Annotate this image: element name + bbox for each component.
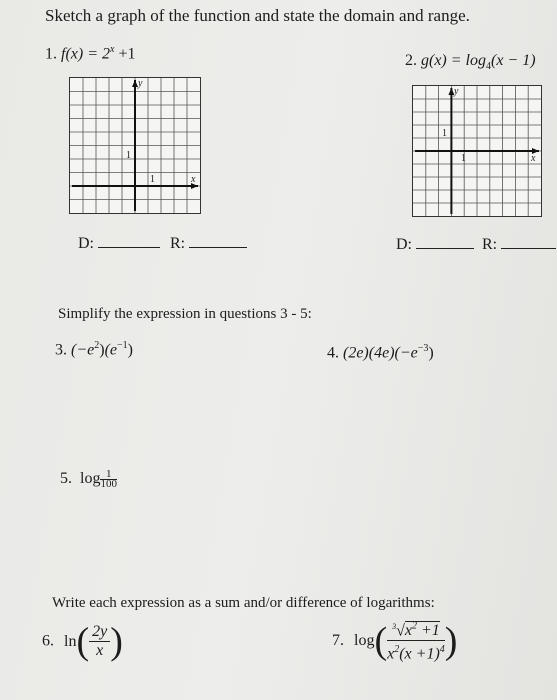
question-1-exponent: x (110, 44, 115, 55)
question-7 (332, 618, 457, 664)
question-3-factor-a-close: ) (99, 341, 105, 359)
write-heading: Write each expression as a sum and/or difference of logarithms: (52, 595, 435, 611)
question-3-factor-b-close: ) (127, 341, 133, 359)
question-3-factor-b: (e (104, 341, 117, 359)
question-6-close-paren: ) (110, 620, 123, 663)
question-5-denominator: 100 (100, 478, 117, 490)
question-2 (405, 52, 536, 72)
range-1-label: R: (170, 235, 186, 252)
question-7-open-paren: ( (374, 619, 388, 662)
question-5-number: 5. (60, 470, 72, 488)
grid-2-tick-x: 1 (461, 153, 466, 164)
question-6-denominator: x (96, 642, 104, 659)
question-4-close: ) (428, 344, 434, 362)
grid-2-tick-y: 1 (442, 128, 447, 139)
domain-range-2 (396, 236, 556, 254)
range-1-blank[interactable] (189, 246, 247, 248)
radical-icon: √ (396, 622, 405, 640)
grid-1-lines (70, 78, 200, 213)
question-3-factor-b-exp: −1 (117, 340, 128, 351)
question-3-factor-a: (−e (71, 341, 95, 359)
question-2-function: g(x) = log (421, 52, 486, 69)
grid-1-x-label: x (191, 174, 196, 185)
question-7-radicand-tail: +1 (416, 622, 440, 640)
range-2-label: R: (482, 236, 498, 253)
domain-1-blank[interactable] (98, 246, 160, 248)
question-6-open-paren: ( (76, 620, 90, 663)
question-7-fraction (387, 618, 445, 664)
grid-1-y-label: y (138, 78, 143, 89)
question-6-fraction (89, 623, 110, 660)
question-3 (55, 340, 133, 359)
range-2-blank[interactable] (501, 247, 556, 249)
question-6 (42, 620, 123, 663)
question-6-numerator: 2y (89, 623, 110, 642)
question-2-tail: (x − 1) (491, 52, 536, 69)
question-5-fraction (100, 470, 117, 489)
graph-grid-1[interactable] (69, 77, 201, 214)
question-1-number: 1. (45, 45, 57, 63)
question-7-den-a-exp: 2 (394, 644, 400, 656)
question-1-tail: +1 (114, 45, 136, 63)
question-1 (45, 44, 135, 63)
question-7-den-b: (x +1) (399, 645, 440, 663)
question-4-number: 4. (327, 344, 339, 362)
question-7-denominator (387, 641, 445, 663)
grid-2-x-label: x (531, 153, 536, 164)
question-5-numerator: 1 (100, 470, 117, 480)
grid-2-lines (413, 86, 541, 216)
question-7-number: 7. (332, 631, 344, 649)
grid-1-tick-y: 1 (126, 150, 131, 161)
question-3-factor-a-exp: 2 (94, 340, 100, 351)
question-4 (327, 343, 434, 362)
simplify-heading: Simplify the expression in questions 3 - 5: (58, 306, 312, 322)
question-1-function: f(x) = 2 (61, 45, 110, 63)
question-7-close-paren: ) (444, 619, 458, 662)
question-7-den-b-exp: 4 (439, 644, 445, 656)
domain-2-label: D: (396, 236, 412, 253)
domain-2-blank[interactable] (416, 247, 474, 249)
question-7-log: log (354, 631, 375, 649)
question-5-log: log (80, 470, 101, 488)
question-6-ln: ln (64, 632, 77, 650)
question-7-radicand-exp: 2 (411, 621, 417, 632)
question-4-expression: (2e)(4e)(−e (343, 344, 418, 362)
grid-1-tick-x: 1 (150, 174, 155, 185)
question-7-radicand (405, 621, 440, 639)
question-7-root-index: 3 (392, 622, 397, 631)
domain-1-label: D: (78, 235, 94, 252)
question-7-den-a: x (387, 645, 395, 663)
question-6-number: 6. (42, 632, 54, 650)
question-7-radicand-base: x (404, 622, 412, 640)
grid-2-y-label: y (454, 86, 459, 97)
question-7-numerator (387, 618, 445, 641)
domain-range-1 (78, 235, 247, 253)
question-3-number: 3. (55, 341, 67, 359)
instructions-heading: Sketch a graph of the function and state the domain and range. (45, 6, 470, 25)
question-2-base: 4 (486, 61, 491, 73)
question-4-exponent: −3 (417, 343, 429, 354)
question-5 (60, 470, 117, 489)
question-2-number: 2. (405, 52, 417, 69)
graph-grid-2[interactable] (412, 85, 542, 217)
